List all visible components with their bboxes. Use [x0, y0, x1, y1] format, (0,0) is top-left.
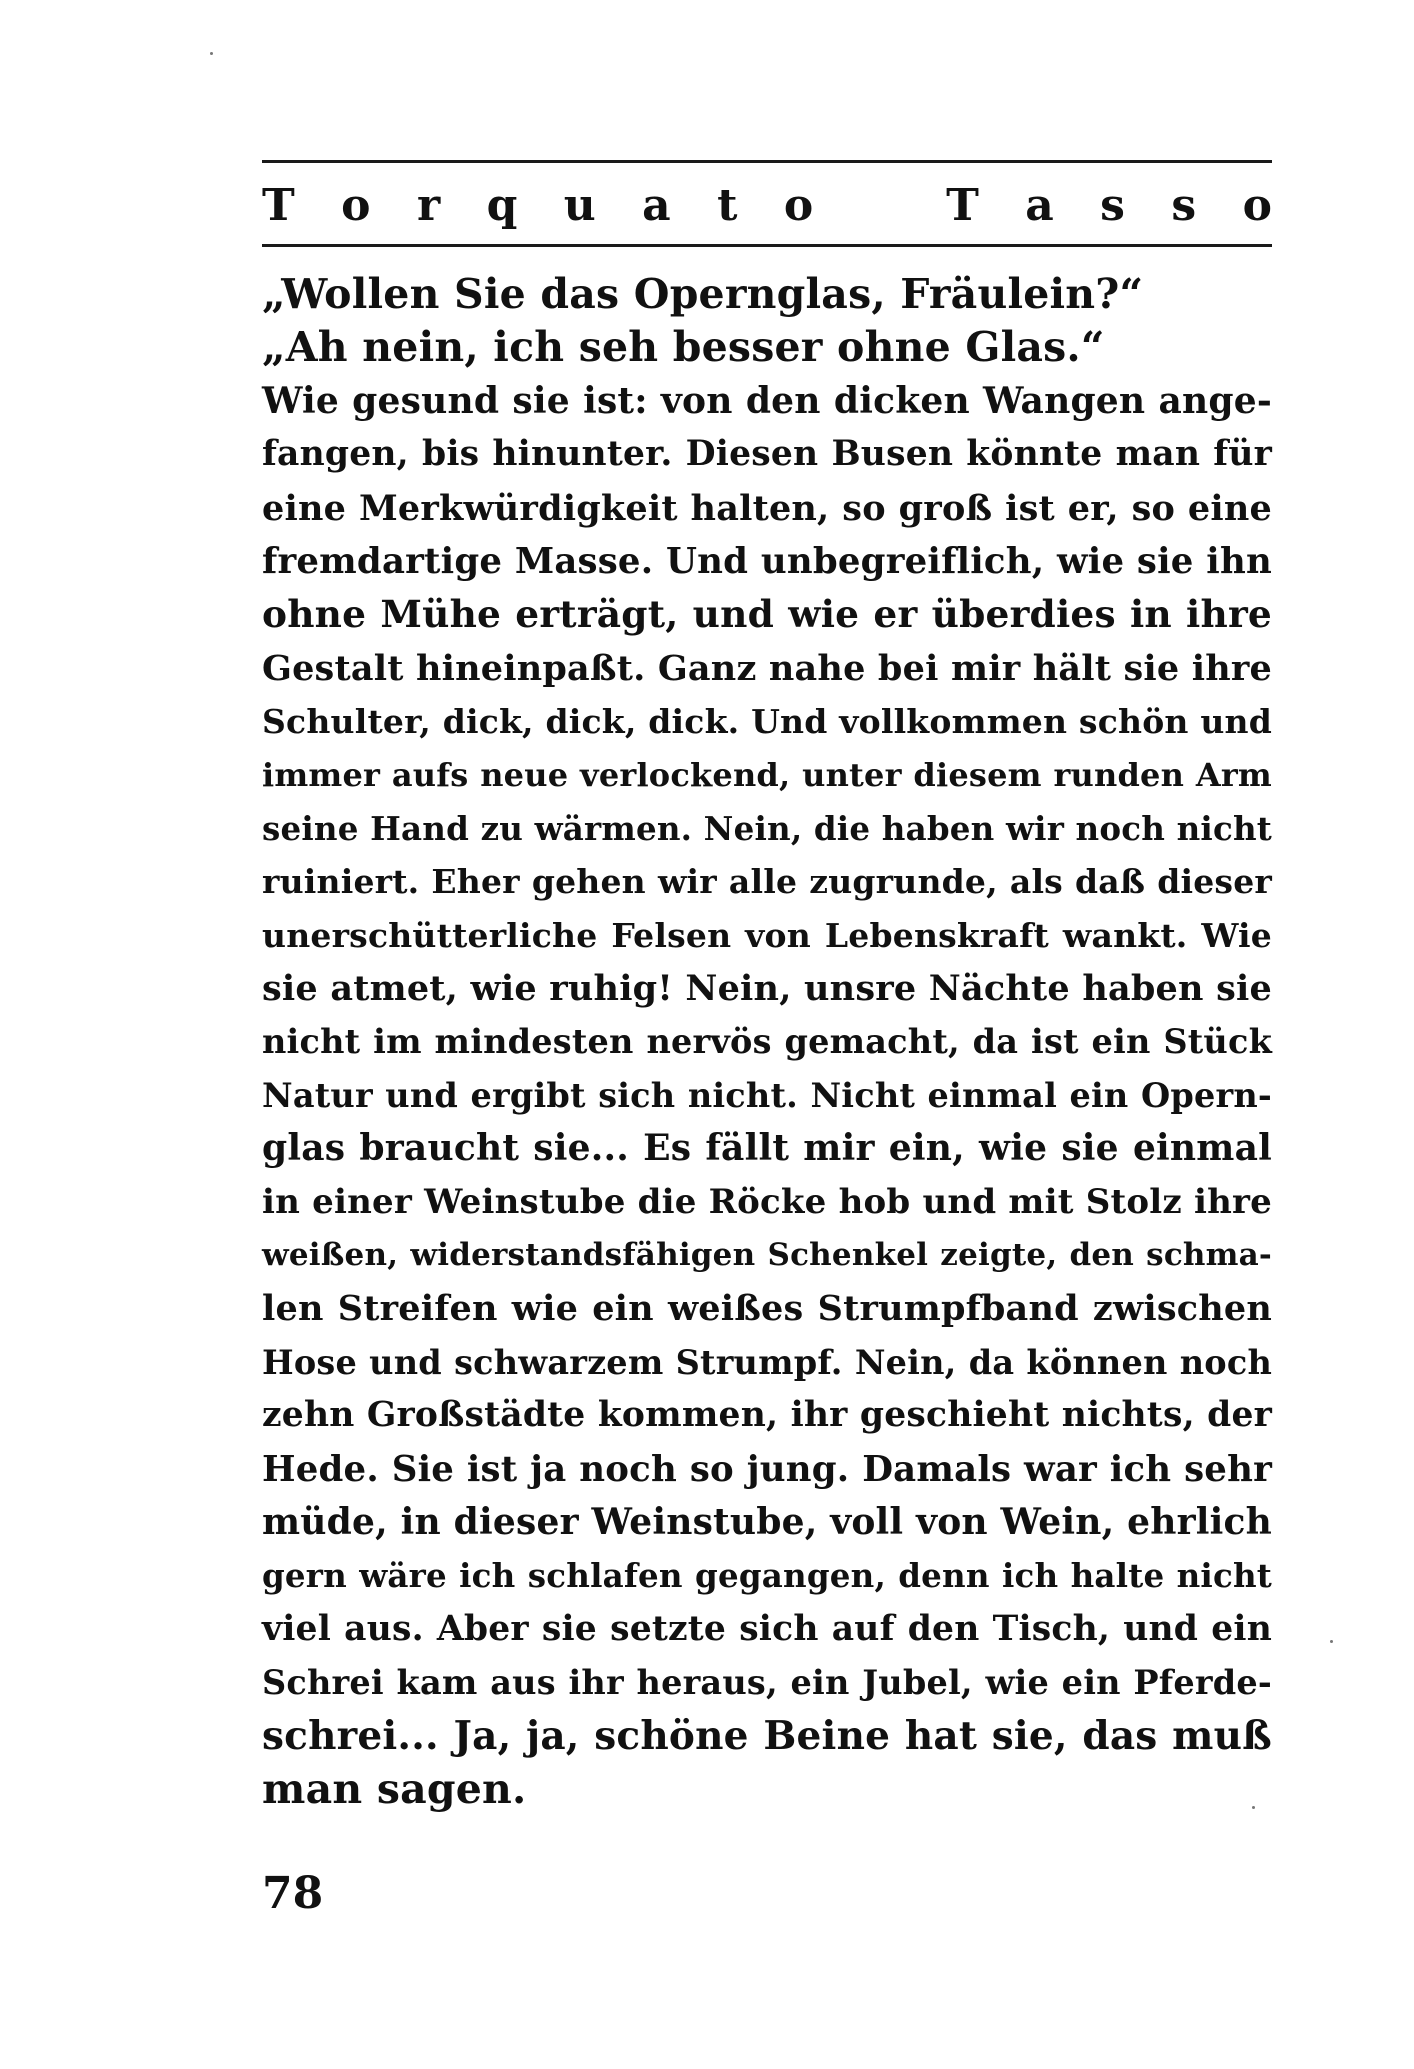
text-line: immer aufs neue verlockend, unter diesem runden Arm [262, 755, 1272, 794]
text-line: unerschütterliche Felsen von Lebenskraft wankt. Wie [262, 915, 1272, 955]
running-head-letter: o [783, 179, 814, 231]
running-head-letter: T [262, 179, 295, 231]
text-line: ohne Mühe erträgt, und wie er überdies in ihre [262, 592, 1272, 637]
body-text [262, 268, 1272, 1816]
running-head-bottom-rule [262, 244, 1272, 247]
text-line: Schulter, dick, dick, dick. Und vollkommen schön und [262, 702, 1272, 742]
text-line: Gestalt hineinpaßt. Ganz nahe bei mir hält sie ihre [262, 647, 1272, 689]
running-head-letter: r [416, 179, 441, 231]
running-head-letter: o [1242, 179, 1272, 231]
running-head-top-rule [262, 160, 1272, 163]
text-line: nicht im mindesten nervös gemacht, da ist ein Stück [262, 1022, 1272, 1062]
running-head [262, 172, 1272, 238]
text-line: fangen, bis hinunter. Diesen Busen könnte man für [262, 434, 1272, 475]
running-head-letter: a [1025, 179, 1054, 231]
text-line: len Streifen wie ein weißes Strumpfband zwischen [262, 1288, 1272, 1330]
text-line: man sagen. [262, 1764, 527, 1813]
running-head-letter: u [563, 179, 596, 231]
text-line: Hede. Sie ist ja noch so jung. Damals war ich sehr [262, 1448, 1272, 1490]
text-line: zehn Großstädte kommen, ihr geschieht nichts, der [262, 1395, 1272, 1436]
text-line: glas braucht sie... Es fällt mir ein, wie sie einmal [262, 1127, 1272, 1170]
running-head-letter: s [1100, 179, 1125, 231]
text-line: eine Merkwürdigkeit halten, so groß ist er, so eine [262, 487, 1272, 529]
text-line: Hose und schwarzem Strumpf. Nein, da können noch [262, 1342, 1272, 1382]
text-line: seine Hand zu wärmen. Nein, die haben wir noch nicht [262, 808, 1272, 848]
running-head-letter: T [946, 179, 979, 231]
running-head-letter: o [341, 179, 371, 231]
text-line: fremdartige Masse. Und unbegreiflich, wie sie ihn [262, 540, 1272, 582]
page-number: 78 [262, 1868, 324, 1919]
running-head-letter: t [717, 179, 738, 231]
text-line: weißen, widerstandsfähigen Schenkel zeigte, den schma- [262, 1237, 1272, 1274]
running-head-letter: s [1171, 179, 1197, 231]
text-line: sie atmet, wie ruhig! Nein, unsre Nächte haben sie [262, 968, 1272, 1010]
text-line: schrei... Ja, ja, schöne Beine hat sie, das muß [262, 1712, 1272, 1759]
paper-speck [1330, 1640, 1333, 1643]
paper-speck [210, 52, 213, 55]
text-line: Wie gesund sie ist: von den dicken Wangen ange- [262, 379, 1272, 422]
text-line: Natur und ergibt sich nicht. Nicht einmal ein Opern- [262, 1075, 1272, 1115]
text-line: Schrei kam aus ihr heraus, ein Jubel, wie ein Pferde- [262, 1663, 1272, 1703]
text-line: gern wäre ich schlafen gegangen, denn ich halte nicht [262, 1556, 1272, 1596]
text-line: viel aus. Aber sie setzte sich auf den Tisch, und ein [262, 1608, 1272, 1649]
text-line: müde, in dieser Weinstube, voll von Wein, ehrlich [262, 1500, 1272, 1543]
text-line: ruiniert. Eher gehen wir alle zugrunde, als daß dieser [262, 862, 1272, 902]
running-head-letter: q [486, 179, 518, 231]
text-line: in einer Weinstube die Röcke hob und mit Stolz ihre [262, 1181, 1272, 1222]
text-line: „Ah nein, ich seh besser ohne Glas.“ [262, 323, 1105, 372]
running-head-letter: a [642, 179, 671, 231]
text-line: „Wollen Sie das Opernglas, Fräulein?“ [262, 270, 1144, 318]
